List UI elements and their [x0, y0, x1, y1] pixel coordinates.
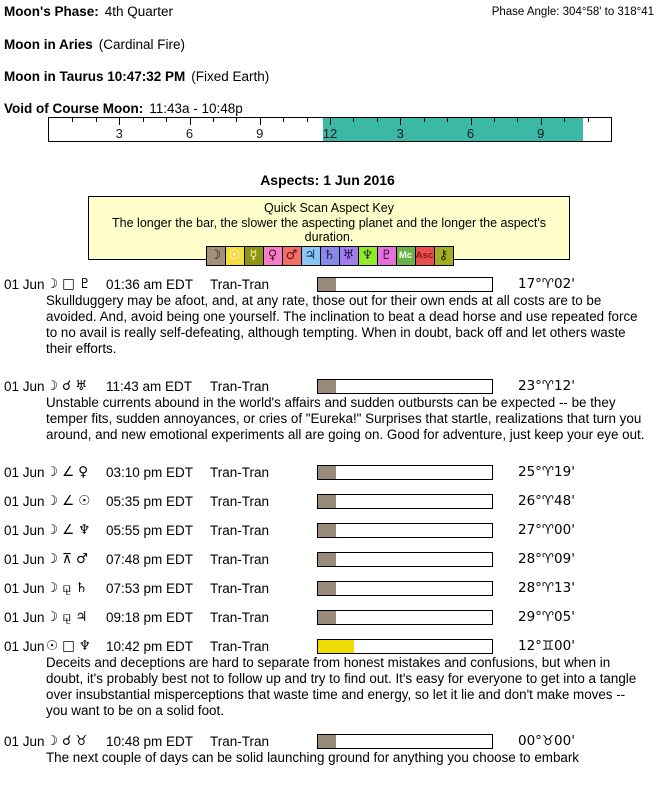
planet-chip-chiron [434, 246, 454, 266]
sesquiquadrate-icon: ⚼ [62, 580, 72, 596]
hour-tick [213, 118, 214, 122]
planet-chip-venus [263, 246, 283, 266]
hour-tick [119, 118, 120, 125]
planet-chip-midheaven [396, 246, 416, 266]
hour-tick [424, 118, 425, 122]
planet-chip-pluto [377, 246, 397, 266]
aspect-row-header [0, 610, 655, 625]
hour-tick [517, 118, 518, 122]
aspect-type: Tran-Tran [210, 734, 270, 749]
aspect-glyphs [46, 734, 106, 749]
aspect-type: Tran-Tran [210, 581, 270, 596]
aspect-glyphs [46, 465, 106, 480]
hour-label: 12 [322, 126, 338, 141]
moons-phase-line [4, 4, 173, 19]
conjunction-icon: ☌ [62, 733, 72, 749]
aspect-glyphs [46, 523, 106, 538]
moon-icon: ☽ [46, 276, 59, 292]
neptune-icon: ♆ [78, 522, 91, 538]
duration-bar [317, 523, 493, 538]
aspect-row [0, 379, 655, 443]
sun-icon: ☉ [46, 638, 59, 654]
planet-chip-mars [282, 246, 302, 266]
hour-tick [494, 118, 495, 122]
hour-tick [307, 118, 308, 122]
pluto-icon: ♇ [380, 248, 393, 263]
aspect-type: Tran-Tran [210, 610, 270, 625]
aspect-row [0, 639, 655, 719]
aspect-type: Tran-Tran [210, 379, 270, 394]
duration-bar-fill [318, 640, 354, 653]
hour-tick [260, 118, 261, 125]
moon-in-aries-label: Moon in Aries [4, 37, 93, 52]
aspect-glyphs [46, 639, 106, 654]
chiron-icon: ⚷ [438, 248, 449, 263]
void-of-course-line [4, 101, 243, 116]
duration-bar [317, 734, 493, 749]
moon-in-aries-line [4, 37, 185, 52]
aspect-row-header [0, 379, 655, 394]
uranus-icon: ♅ [342, 248, 355, 263]
hour-label: 3 [115, 126, 123, 141]
aspect-time: 01:36 am EDT [106, 277, 194, 292]
aspect-row-header [0, 581, 655, 596]
aspect-glyphs [46, 581, 106, 596]
conjunction-icon: ☌ [62, 378, 72, 394]
quick-scan-key-box [88, 196, 570, 263]
aspects-title: Aspects: 1 Jun 2016 [260, 172, 395, 188]
moons-phase-value: 4th Quarter [104, 4, 174, 19]
aspect-row-header [0, 494, 655, 509]
planet-chip-sun [225, 246, 245, 266]
duration-bar [317, 639, 493, 654]
moon-icon: ☽ [209, 248, 222, 263]
planet-chip-ascendant [415, 246, 435, 266]
sesquiquadrate-icon: ⚼ [62, 609, 72, 625]
moon-icon: ☽ [46, 609, 59, 625]
aspect-glyphs [46, 552, 106, 567]
planet-chip-row [89, 246, 569, 266]
aspect-degree: 23°♈12' [518, 378, 575, 394]
moon-in-taurus-label: Moon in Taurus 10:47:32 PM [4, 69, 186, 84]
moon-icon: ☽ [46, 551, 59, 567]
aspect-row-header [0, 734, 655, 749]
hour-tick [72, 118, 73, 122]
aspect-row [0, 734, 655, 766]
planet-chip-jupiter [301, 246, 321, 266]
aspect-date: 01 Jun [4, 465, 45, 480]
voc-timeline [48, 117, 612, 142]
aspect-date: 01 Jun [4, 734, 45, 749]
moon-icon: ☽ [46, 522, 59, 538]
moon-icon: ☽ [46, 493, 59, 509]
duration-bar [317, 277, 493, 292]
aspect-date: 01 Jun [4, 552, 45, 567]
aspect-row [0, 610, 655, 625]
duration-bar-fill [318, 735, 336, 748]
sun-icon: ☉ [78, 493, 91, 509]
aspect-glyphs [46, 494, 106, 509]
hour-tick [236, 118, 237, 122]
aspect-glyphs [46, 379, 106, 394]
hour-label: 9 [537, 126, 545, 141]
semi-square-icon: ∠ [62, 522, 75, 538]
aspect-date: 01 Jun [4, 379, 45, 394]
aspect-time: 07:48 pm EDT [106, 552, 194, 567]
aspect-type: Tran-Tran [210, 277, 270, 292]
aspect-row-header [0, 277, 655, 292]
planet-chip-mercury [244, 246, 264, 266]
mercury-icon: ☿ [249, 248, 258, 263]
semi-square-icon: ∠ [62, 464, 75, 480]
aspect-time: 07:53 pm EDT [106, 581, 194, 596]
neptune-icon: ♆ [78, 638, 91, 654]
duration-bar [317, 610, 493, 625]
void-of-course-label: Void of Course Moon: [4, 101, 144, 116]
hour-tick [471, 118, 472, 125]
hour-tick [330, 118, 331, 125]
hour-tick [166, 118, 167, 122]
aspect-time: 10:42 pm EDT [106, 639, 194, 654]
hour-label: 6 [185, 126, 194, 141]
moon-in-taurus-line [4, 69, 269, 84]
phase-angle: Phase Angle: 304°58' to 318°41 [491, 6, 654, 18]
aspect-row-header [0, 523, 655, 538]
duration-bar-fill [318, 611, 336, 624]
jupiter-icon: ♃ [304, 248, 317, 263]
aspect-type: Tran-Tran [210, 494, 270, 509]
aspect-description: Unstable currents abound in the world's affairs and sudden outbursts can be expected -- be they temper fits, sudden annoyances, or cries of "Eureka!" Surprises that startle, realizations that turn you around, and new emotional experiments all are going on. Good for adventure, just keep your eye out. [46, 395, 645, 442]
duration-bar [317, 581, 493, 596]
semi-square-icon: ∠ [62, 493, 75, 509]
aspect-degree: 12°♊00' [518, 638, 575, 654]
quincunx-icon: ⊼ [62, 551, 72, 567]
moon-icon: ☽ [46, 580, 59, 596]
pluto-icon: ♇ [78, 276, 91, 292]
duration-bar [317, 552, 493, 567]
aspect-description: The next couple of days can be solid launching ground for anything you choose to embark [46, 750, 579, 765]
mars-icon: ♂ [285, 248, 298, 263]
moon-in-aries-value: (Cardinal Fire) [98, 37, 186, 52]
duration-bar-fill [318, 553, 336, 566]
hour-tick [377, 118, 378, 122]
duration-bar-fill [318, 466, 336, 479]
aspect-row-header [0, 639, 655, 654]
jupiter-icon: ♃ [75, 609, 88, 625]
duration-bar-fill [318, 495, 336, 508]
aspect-time: 11:43 am EDT [106, 379, 193, 394]
aspect-degree: 29°♈05' [518, 609, 575, 625]
aspect-time: 03:10 pm EDT [106, 465, 194, 480]
aspect-description: Deceits and deceptions are hard to separate from honest mistakes and confusions, but when in doubt, it's probably best not to follow up and try to find out. It's easy for everyone to get into a tangle over insubstantial misperceptions that waste time and energy, so let it lie and don't make moves -- you want to be on a solid foot. [46, 655, 637, 718]
aspect-type: Tran-Tran [210, 465, 270, 480]
duration-bar-fill [318, 582, 336, 595]
void-of-course-value: 11:43a - 10:48p [149, 101, 243, 116]
hour-tick [190, 118, 191, 125]
hour-tick [447, 118, 448, 122]
hour-tick [143, 118, 144, 122]
aspect-time: 05:55 pm EDT [106, 523, 194, 538]
moon-icon: ☽ [46, 378, 59, 394]
aspect-date: 01 Jun [4, 523, 45, 538]
aspect-time: 05:35 pm EDT [106, 494, 194, 509]
aspect-glyphs [46, 277, 106, 292]
venus-icon: ♀ [78, 464, 89, 480]
mars-icon: ♂ [76, 551, 89, 567]
aspect-time: 10:48 pm EDT [106, 734, 194, 749]
moon-in-taurus-value: (Fixed Earth) [191, 69, 270, 84]
aspect-date: 01 Jun [4, 639, 45, 654]
hour-tick [96, 118, 97, 122]
planet-chip-neptune [358, 246, 378, 266]
aspect-type: Tran-Tran [210, 552, 270, 567]
hour-tick [353, 118, 354, 122]
square-icon: □ [62, 276, 75, 292]
aspect-degree: 28°♈09' [518, 551, 575, 567]
hour-label: 3 [396, 126, 404, 141]
aspect-row [0, 552, 655, 567]
hour-tick [400, 118, 401, 125]
taurus-cusp-icon: ♉ [75, 733, 88, 749]
hour-tick [541, 118, 542, 125]
hour-label: 9 [256, 126, 264, 141]
duration-bar-fill [318, 524, 336, 537]
aspect-list [0, 277, 655, 788]
aspect-row [0, 277, 655, 357]
square-icon: □ [62, 638, 75, 654]
aspect-date: 01 Jun [4, 277, 45, 292]
duration-bar [317, 465, 493, 480]
duration-bar [317, 494, 493, 509]
saturn-icon: ♄ [323, 248, 336, 263]
planet-chip-moon [206, 246, 226, 266]
aspect-date: 01 Jun [4, 494, 45, 509]
aspect-degree: 17°♈02' [518, 276, 575, 292]
aspect-degree: 26°♈48' [518, 493, 575, 509]
key-box-title: Quick Scan Aspect Key [264, 201, 394, 215]
hour-tick [283, 118, 284, 122]
aspect-degree: 25°♈19' [518, 464, 575, 480]
planet-chip-saturn [320, 246, 340, 266]
aspect-row [0, 581, 655, 596]
aspect-date: 01 Jun [4, 610, 45, 625]
uranus-icon: ♅ [75, 378, 88, 394]
duration-bar-fill [318, 278, 336, 291]
duration-bar [317, 379, 493, 394]
key-box-subtitle: The longer the bar, the slower the aspecting planet and the longer the aspect's duration. [112, 216, 546, 244]
aspect-row [0, 494, 655, 509]
aspect-type: Tran-Tran [210, 639, 270, 654]
ascendant-icon: Asc [415, 250, 434, 261]
moon-icon: ☽ [46, 733, 59, 749]
aspect-degree: 00°♉00' [518, 733, 575, 749]
aspect-row-header [0, 552, 655, 567]
aspect-date: 01 Jun [4, 581, 45, 596]
aspect-glyphs [46, 610, 106, 625]
duration-bar-fill [318, 380, 336, 393]
hour-tick [588, 118, 589, 122]
aspect-row [0, 523, 655, 538]
hour-label: 6 [466, 126, 475, 141]
aspect-row [0, 465, 655, 480]
aspect-type: Tran-Tran [210, 523, 270, 538]
midheaven-icon: Mc [398, 250, 413, 261]
sun-icon: ☉ [228, 248, 241, 263]
aspect-row-header [0, 465, 655, 480]
neptune-icon: ♆ [361, 248, 374, 263]
aspect-description: Skullduggery may be afoot, and, at any rate, those out for their own ends at all costs are to be avoided. And, avoid being one yourself. The inclination to beat a dead horse and use repeated force to no avail is really self-defeating, although tempting. When in doubt, back off and let others waste their efforts. [46, 293, 638, 356]
aspect-time: 09:18 pm EDT [106, 610, 194, 625]
hour-tick [564, 118, 565, 122]
aspect-degree: 27°♈00' [518, 522, 575, 538]
venus-icon: ♀ [267, 248, 278, 263]
planet-chip-uranus [339, 246, 359, 266]
moons-phase-label: Moon's Phase: [4, 4, 99, 19]
saturn-icon: ♄ [75, 580, 88, 596]
moon-icon: ☽ [46, 464, 59, 480]
aspect-degree: 28°♈13' [518, 580, 575, 596]
